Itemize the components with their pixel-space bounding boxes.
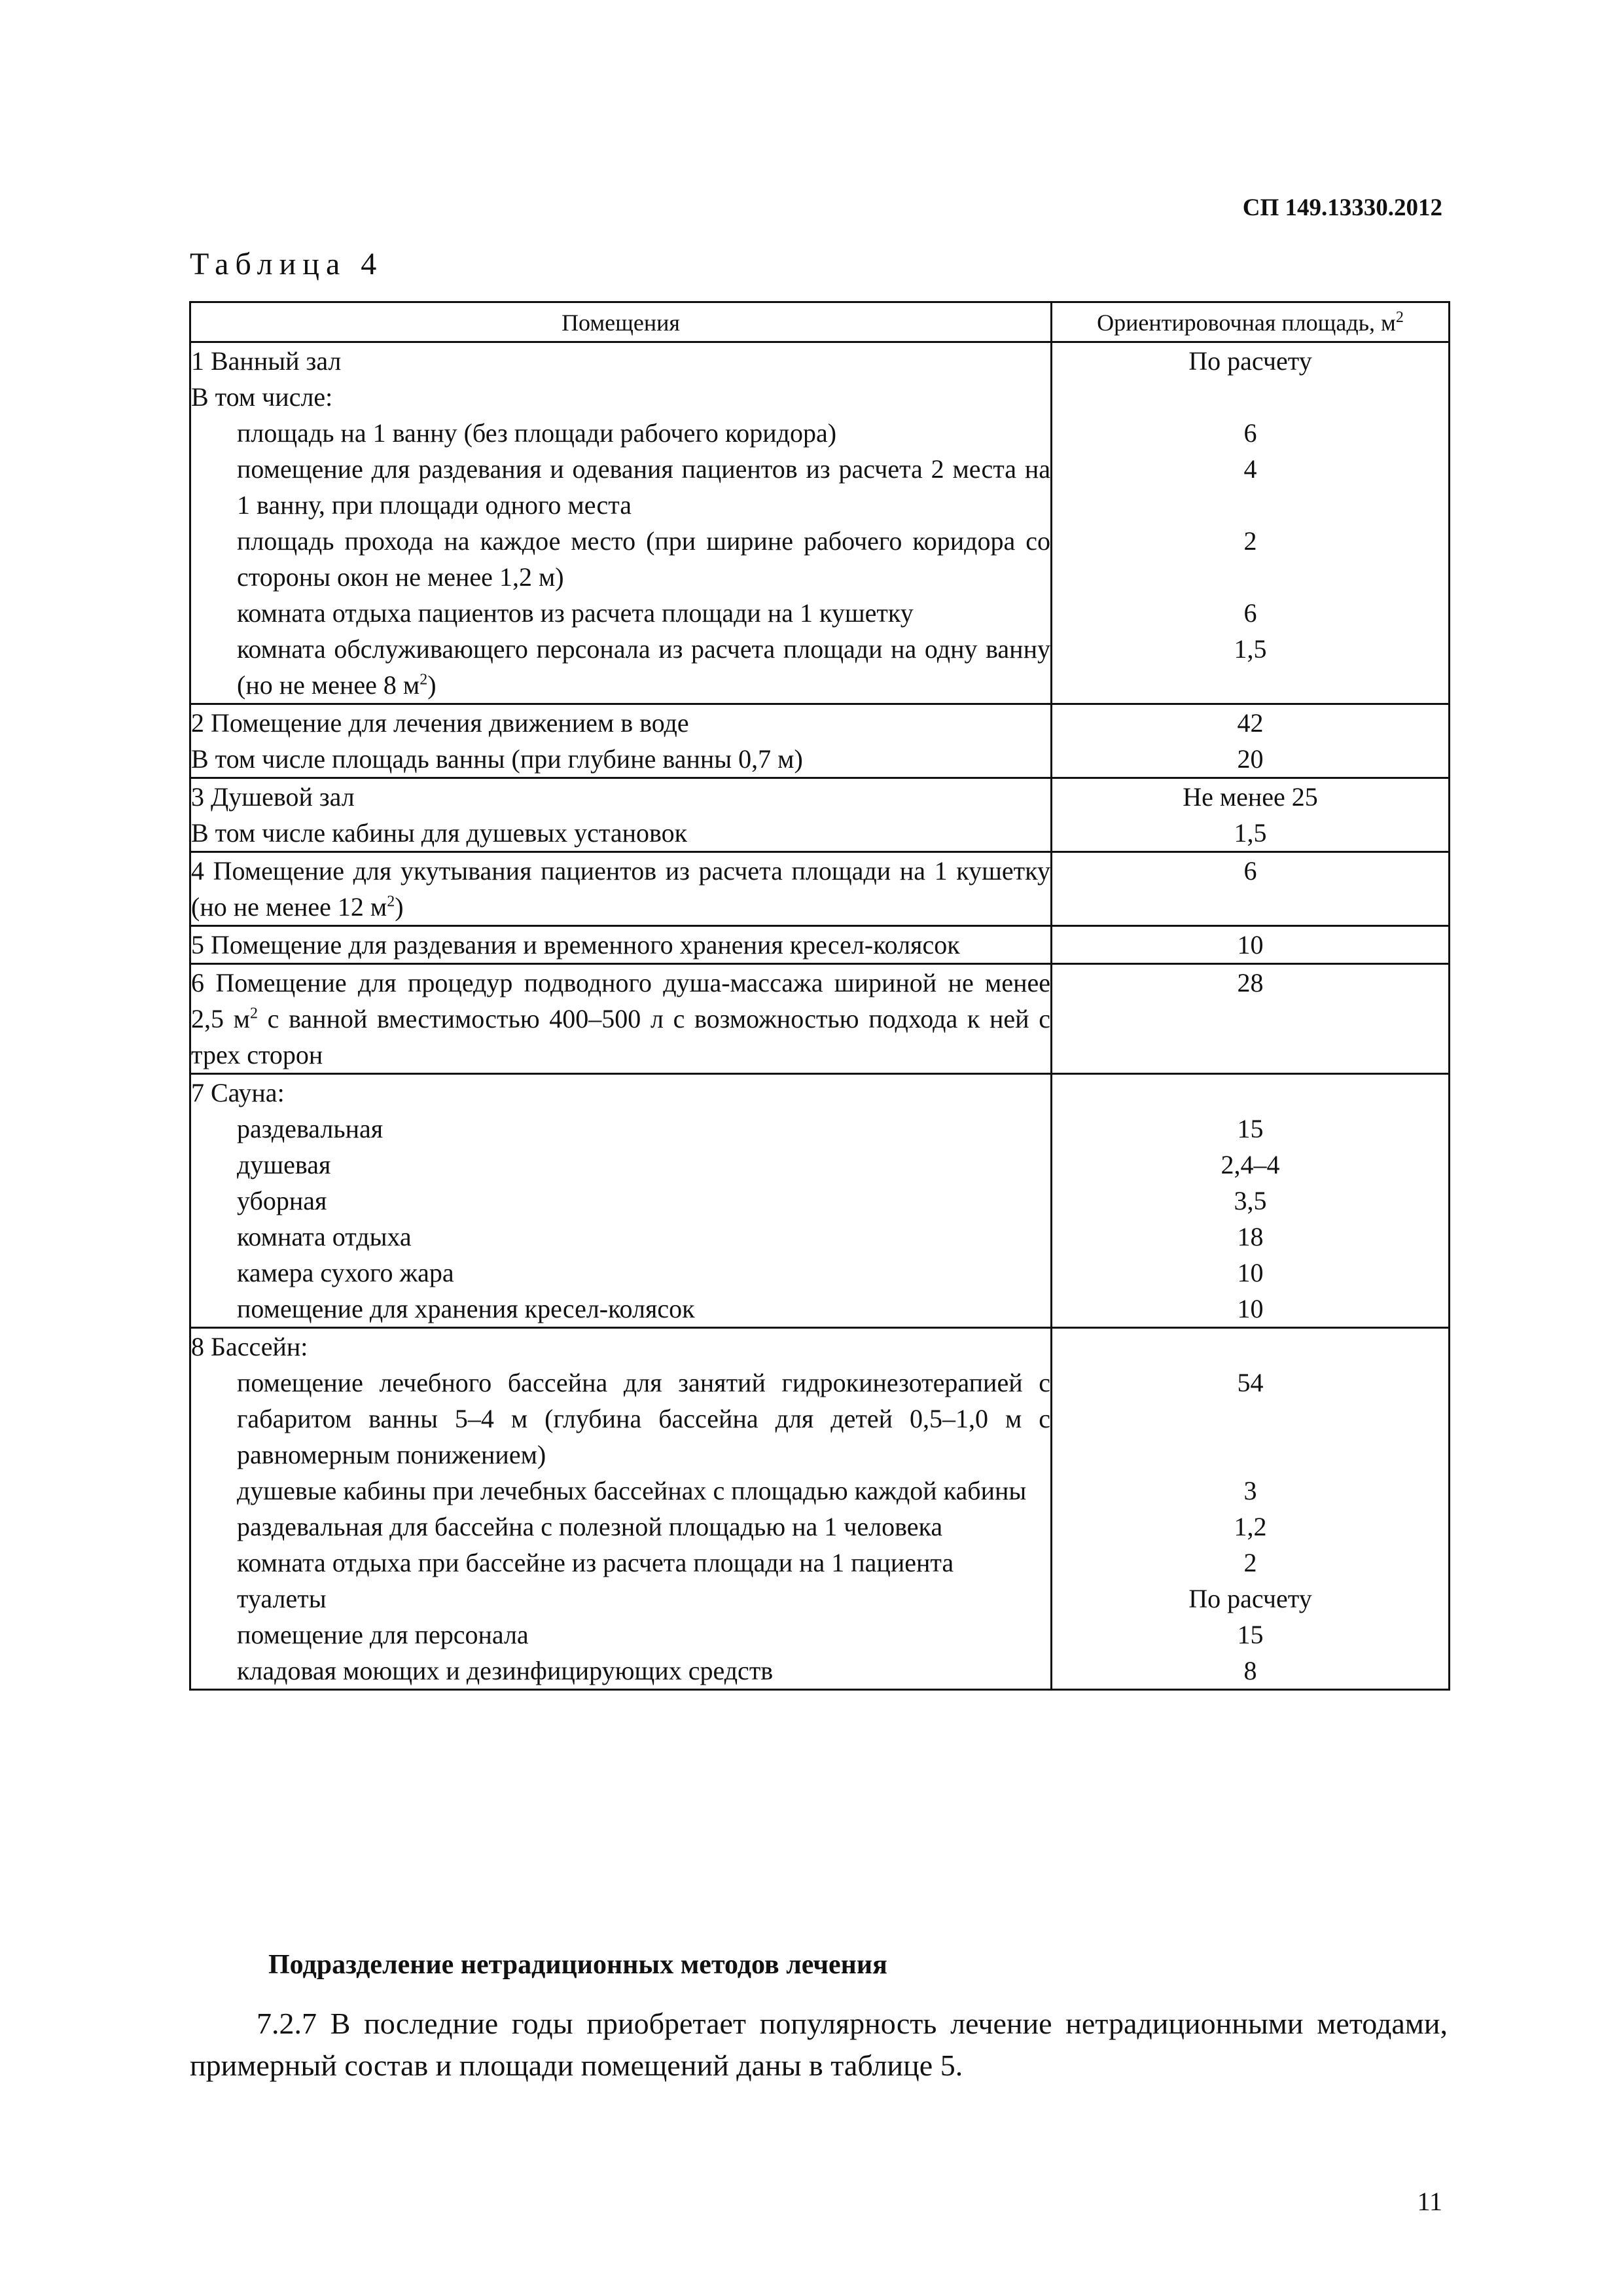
room-name-text: 6 Помещение для процедур подводного душа-массажа шириной не менее 2,5 м — [191, 968, 1050, 1033]
room-name-cell — [190, 631, 1052, 704]
room-name-text: комната отдыха пациентов из расчета площади на 1 кушетку — [237, 598, 914, 628]
area-value-cell: По расчету — [1052, 1581, 1450, 1617]
table-row — [190, 595, 1450, 631]
room-name-cell — [190, 1074, 1052, 1111]
table-row — [190, 1581, 1450, 1617]
area-value-cell: 1,5 — [1052, 631, 1450, 704]
room-name-cell — [190, 926, 1052, 964]
table-row — [190, 1291, 1450, 1328]
room-name-cell — [190, 1111, 1052, 1147]
table-body — [190, 342, 1450, 1690]
table-row — [190, 1111, 1450, 1147]
area-value-cell: 4 — [1052, 451, 1450, 523]
room-name-cell — [190, 379, 1052, 415]
area-value-cell: 18 — [1052, 1219, 1450, 1255]
area-value-cell: Не менее 25 — [1052, 778, 1450, 816]
room-name-cell — [190, 1653, 1052, 1690]
table-row — [190, 1147, 1450, 1183]
table-row — [190, 741, 1450, 778]
area-value-cell: 6 — [1052, 595, 1450, 631]
unit-superscript: 2 — [387, 893, 395, 910]
room-name-cell — [190, 415, 1052, 451]
area-value-cell: 2 — [1052, 523, 1450, 595]
area-value-cell: 3 — [1052, 1473, 1450, 1509]
page-number: 11 — [1417, 2187, 1442, 2216]
table-row — [190, 1653, 1450, 1690]
table-row — [190, 631, 1450, 704]
room-name-cell — [190, 1545, 1052, 1581]
room-name-cell — [190, 1509, 1052, 1545]
area-value-cell: 42 — [1052, 704, 1450, 742]
room-name-text: туалеты — [237, 1584, 327, 1613]
room-name-text: площадь прохода на каждое место (при ширине рабочего коридора со стороны окон не менее 1,2 м) — [237, 526, 1050, 592]
table-row — [190, 1328, 1450, 1365]
room-name-cell — [190, 778, 1052, 816]
room-name-cell — [190, 704, 1052, 742]
area-value-cell — [1052, 1074, 1450, 1111]
table-row — [190, 342, 1450, 380]
room-name-cell — [190, 595, 1052, 631]
rooms-area-table — [189, 301, 1450, 1691]
table-row — [190, 815, 1450, 852]
room-name-cell — [190, 852, 1052, 926]
room-name-text: 7 Сауна: — [191, 1078, 285, 1107]
header-area-sup: 2 — [1395, 309, 1404, 326]
table-row — [190, 926, 1450, 964]
area-value-cell: 10 — [1052, 1255, 1450, 1291]
room-name-text: душевая — [237, 1150, 331, 1179]
room-name-text: помещение для персонала — [237, 1620, 529, 1649]
room-name-text: раздевальная для бассейна с полезной площадью на 1 человека — [237, 1512, 943, 1541]
area-value-cell: 10 — [1052, 926, 1450, 964]
unit-superscript: 2 — [419, 671, 428, 689]
table-row — [190, 451, 1450, 523]
room-name-text: комната отдыха — [237, 1222, 412, 1251]
table-row — [190, 379, 1450, 415]
room-name-cell — [190, 1581, 1052, 1617]
room-name-text: ) — [427, 670, 437, 700]
room-name-cell — [190, 1255, 1052, 1291]
room-name-text: помещение лечебного бассейна для занятий гидрокинезотерапией с габаритом ванны 5–4 м (глубина бассейна для детей 0,5–1,0 м с равномерным понижением) — [237, 1368, 1050, 1469]
unit-superscript: 2 — [249, 1005, 258, 1022]
table-row — [190, 1509, 1450, 1545]
room-name-text: помещение для хранения кресел-колясок — [237, 1294, 695, 1323]
room-name-cell — [190, 342, 1052, 380]
area-value-cell: По расчету — [1052, 342, 1450, 380]
room-name-cell — [190, 1617, 1052, 1653]
room-name-text: комната отдыха при бассейне из расчета площади на 1 пациента — [237, 1548, 954, 1577]
room-name-text: 4 Помещение для укутывания пациентов из расчета площади на 1 кушетку (но не менее 12 м — [191, 856, 1050, 922]
room-name-text: комната обслуживающего персонала из расчета площади на одну ванну (но не менее 8 м — [237, 634, 1050, 700]
table-row — [190, 1473, 1450, 1509]
area-value-cell: 2 — [1052, 1545, 1450, 1581]
room-name-text: ) — [395, 892, 404, 922]
room-name-text: 3 Душевой зал — [191, 782, 355, 812]
room-name-cell — [190, 1365, 1052, 1473]
room-name-cell — [190, 523, 1052, 595]
section-heading: Подразделение нетрадиционных методов лечения — [268, 1950, 887, 1980]
area-value-cell: 8 — [1052, 1653, 1450, 1690]
area-value-cell: 10 — [1052, 1291, 1450, 1328]
table-row — [190, 1365, 1450, 1473]
table-row — [190, 778, 1450, 816]
header-area — [1052, 302, 1450, 342]
table-row — [190, 704, 1450, 742]
room-name-text: В том числе: — [191, 382, 333, 412]
table-caption: Таблица 4 — [190, 247, 383, 281]
room-name-text: камера сухого жара — [237, 1258, 454, 1287]
section-paragraph: 7.2.7 В последние годы приобретает популярность лечение нетрадиционными методами, примерный состав и площади помещений даны в таблице 5. — [190, 2007, 1448, 2082]
room-name-cell — [190, 1291, 1052, 1328]
table-row — [190, 852, 1450, 926]
table-header-row — [190, 302, 1450, 342]
room-name-cell — [190, 1328, 1052, 1365]
area-value-cell: 6 — [1052, 415, 1450, 451]
area-value-cell: 1,2 — [1052, 1509, 1450, 1545]
room-name-cell — [190, 1183, 1052, 1219]
room-name-cell — [190, 1147, 1052, 1183]
table-row — [190, 415, 1450, 451]
room-name-text: раздевальная — [237, 1114, 383, 1143]
area-value-cell: 3,5 — [1052, 1183, 1450, 1219]
room-name-text: 1 Ванный зал — [191, 346, 342, 376]
header-area-text: Ориентировочная площадь, м — [1097, 310, 1396, 336]
area-value-cell: 6 — [1052, 852, 1450, 926]
table-row — [190, 1219, 1450, 1255]
room-name-text: кладовая моющих и дезинфицирующих средств — [237, 1656, 774, 1685]
area-value-cell: 1,5 — [1052, 815, 1450, 852]
room-name-text: душевые кабины при лечебных бассейнах с площадью каждой кабины — [237, 1476, 1027, 1505]
table-row — [190, 1255, 1450, 1291]
room-name-text: уборная — [237, 1186, 327, 1215]
room-name-cell — [190, 1219, 1052, 1255]
room-name-cell — [190, 1473, 1052, 1509]
table-row — [190, 523, 1450, 595]
document-code: СП 149.13330.2012 — [1242, 194, 1442, 221]
area-value-cell: 54 — [1052, 1365, 1450, 1473]
header-rooms: Помещения — [190, 302, 1052, 342]
area-value-cell: 28 — [1052, 964, 1450, 1074]
room-name-text: 2 Помещение для лечения движением в воде — [191, 708, 689, 738]
room-name-cell — [190, 815, 1052, 852]
area-value-cell: 2,4–4 — [1052, 1147, 1450, 1183]
area-value-cell — [1052, 1328, 1450, 1365]
room-name-cell — [190, 451, 1052, 523]
table-row — [190, 1545, 1450, 1581]
room-name-text: В том числе кабины для душевых установок — [191, 818, 688, 848]
area-value-cell: 15 — [1052, 1111, 1450, 1147]
room-name-cell — [190, 964, 1052, 1074]
room-name-text: с ванной вместимостью 400–500 л с возможностью подхода к ней с трех сторон — [191, 1004, 1051, 1069]
room-name-text: 8 Бассейн: — [191, 1332, 308, 1361]
room-name-text: помещение для раздевания и одевания пациентов из расчета 2 места на 1 ванну, при площади одного места — [237, 454, 1050, 520]
table-row — [190, 1617, 1450, 1653]
table-row — [190, 1074, 1450, 1111]
area-value-cell — [1052, 379, 1450, 415]
area-value-cell: 15 — [1052, 1617, 1450, 1653]
table-row — [190, 964, 1450, 1074]
room-name-text: площадь на 1 ванну (без площади рабочего коридора) — [237, 418, 837, 448]
table-row — [190, 1183, 1450, 1219]
area-value-cell: 20 — [1052, 741, 1450, 778]
room-name-text: В том числе площадь ванны (при глубине ванны 0,7 м) — [191, 744, 803, 774]
room-name-cell — [190, 741, 1052, 778]
room-name-text: 5 Помещение для раздевания и временного хранения кресел-колясок — [191, 930, 960, 960]
